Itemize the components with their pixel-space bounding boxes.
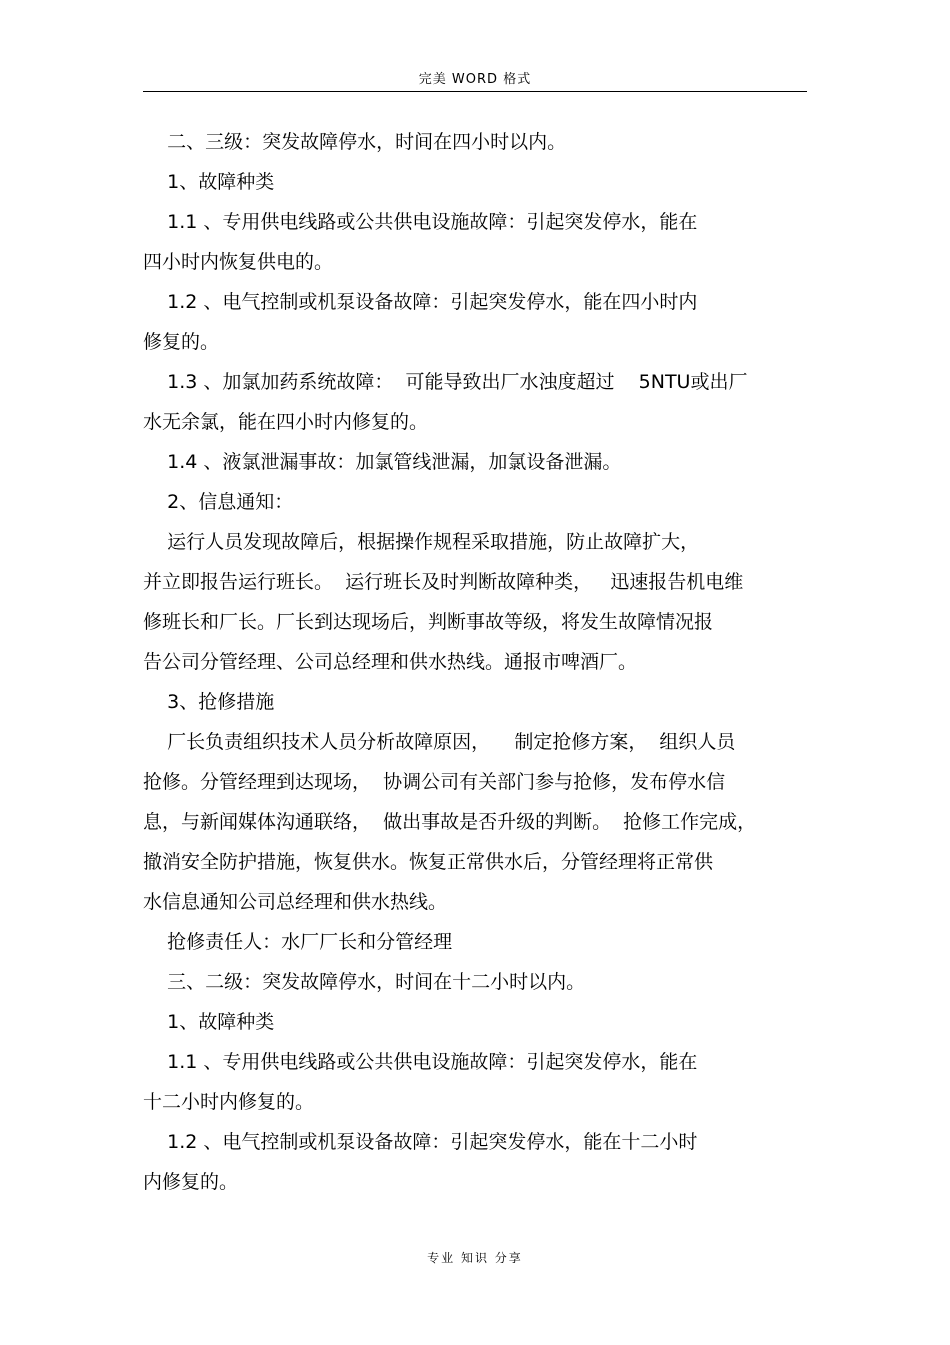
text-line: 1.1 、专用供电线路或公共供电设施故障：引起突发停水，能在 (143, 211, 698, 233)
text-line: 1.2 、电气控制或机泵设备故障：引起突发停水，能在十二小时 (143, 1131, 698, 1153)
text-line: 1.2 、电气控制或机泵设备故障：引起突发停水，能在四小时内 (143, 291, 698, 313)
text-line: 修班长和厂长。厂长到达现场后，判断事故等级，将发生故障情况报 (143, 611, 714, 633)
text-line: 2、信息通知： (143, 491, 294, 513)
page-header: 完美 WORD 格式 (418, 72, 532, 87)
text-line: 水无余氯，能在四小时内修复的。 (143, 411, 429, 433)
document-body (143, 122, 807, 1202)
text-line: 3、抢修措施 (143, 691, 275, 713)
text-line: 厂长负责组织技术人员分析故障原因， 制定抢修方案， 组织人员 (143, 731, 736, 753)
text-line: 息，与新闻媒体沟通联络， 做出事故是否升级的判断。 抢修工作完成， (143, 811, 757, 833)
text-line: 1.1 、专用供电线路或公共供电设施故障：引起突发停水，能在 (143, 1051, 698, 1073)
text-line: 1.3 、加氯加药系统故障： 可能导致出厂水浊度超过 5NTU或出厂 (143, 371, 748, 393)
text-line: 并立即报告运行班长。 运行班长及时判断故障种类， 迅速报告机电维 (143, 571, 744, 593)
text-line: 撤消安全防护措施，恢复供水。恢复正常供水后，分管经理将正常供 (143, 851, 714, 873)
text-line: 十二小时内修复的。 (143, 1091, 315, 1113)
text-line: 告公司分管经理、公司总经理和供水热线。通报市啤酒厂。 (143, 651, 638, 673)
header-rule (143, 91, 807, 92)
text-line: 抢修。分管经理到达现场， 协调公司有关部门参与抢修，发布停水信 (143, 771, 726, 793)
text-line: 水信息通知公司总经理和供水热线。 (143, 891, 448, 913)
text-line: 修复的。 (143, 331, 220, 353)
page-footer: 专业 知识 分享 (427, 1251, 523, 1265)
text-line: 内修复的。 (143, 1171, 239, 1193)
text-line: 二、三级：突发故障停水，时间在四小时以内。 (143, 131, 567, 153)
text-line: 运行人员发现故障后，根据操作规程采取措施，防止故障扩大， (143, 531, 700, 553)
text-line: 1、故障种类 (143, 1011, 275, 1033)
text-line: 抢修责任人：水厂厂长和分管经理 (143, 931, 453, 953)
text-line: 1.4 、液氯泄漏事故：加氯管线泄漏，加氯设备泄漏。 (143, 451, 622, 473)
text-line: 1、故障种类 (143, 171, 275, 193)
text-line: 三、二级：突发故障停水，时间在十二小时以内。 (143, 971, 586, 993)
text-line: 四小时内恢复供电的。 (143, 251, 334, 273)
